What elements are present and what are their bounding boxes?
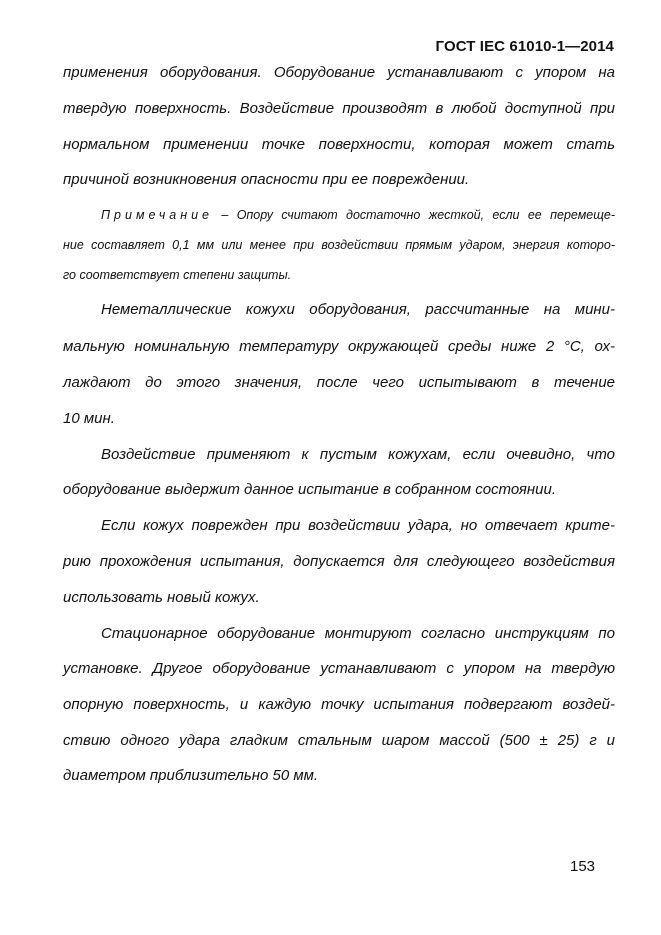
note-line-3: го соответствует степени защиты. (63, 268, 292, 282)
paragraph-1-line-3: нормальном применении точке поверхности, которая может стать (63, 136, 615, 153)
paragraph-5-line-2: установке. Другое оборудование устанавливают с упором на твердую (63, 660, 615, 677)
paragraph-1-line-2: твердую поверхность. Воздействие производят в любой доступной при (63, 100, 615, 117)
paragraph-4-line-1: Если кожух поврежден при воздействии удара, но отвечает крите- (101, 517, 615, 534)
note-line-1 (101, 208, 615, 223)
note-text-1: – Опору считают достаточно жесткой, если ее перемеще- (221, 208, 615, 222)
paragraph-4-line-3: использовать новый кожух. (63, 589, 260, 606)
page-number: 153 (570, 858, 596, 875)
paragraph-5-line-3: опорную поверхность, и каждую точку испытания подвергают воздей- (63, 696, 615, 713)
paragraph-2-line-4: 10 мин. (63, 410, 115, 427)
note-line-2: ние составляет 0,1 мм или менее при воздействии прямым ударом, энергия которо- (63, 238, 615, 252)
paragraph-1-line-4: причиной возникновения опасности при ее повреждении. (63, 171, 470, 188)
paragraph-4-line-2: рию прохождения испытания, допускается для следующего воздействия (63, 553, 615, 570)
paragraph-1-line-1: применения оборудования. Оборудование устанавливают с упором на (63, 64, 615, 81)
note-label: Примечание (101, 208, 213, 222)
paragraph-3-line-1: Воздействие применяют к пустым кожухам, если очевидно, что (101, 446, 615, 463)
paragraph-3-line-2: оборудование выдержит данное испытание в собранном состоянии. (63, 481, 557, 498)
paragraph-5-line-4: ствию одного удара гладким стальным шаром массой (500 ± 25) г и (63, 732, 615, 749)
paragraph-5-line-1: Стационарное оборудование монтируют согласно инструкциям по (101, 625, 615, 642)
paragraph-2-line-3: лаждают до этого значения, после чего испытывают в течение (63, 374, 615, 391)
paragraph-2-line-2: мальную номинальную температуру окружающей среды ниже 2 °С, ох- (63, 338, 615, 355)
document-header: ГОСТ IEC 61010-1—2014 (435, 38, 614, 55)
paragraph-5-line-5: диаметром приблизительно 50 мм. (63, 767, 319, 784)
paragraph-2-line-1: Неметаллические кожухи оборудования, рассчитанные на мини- (101, 301, 615, 318)
